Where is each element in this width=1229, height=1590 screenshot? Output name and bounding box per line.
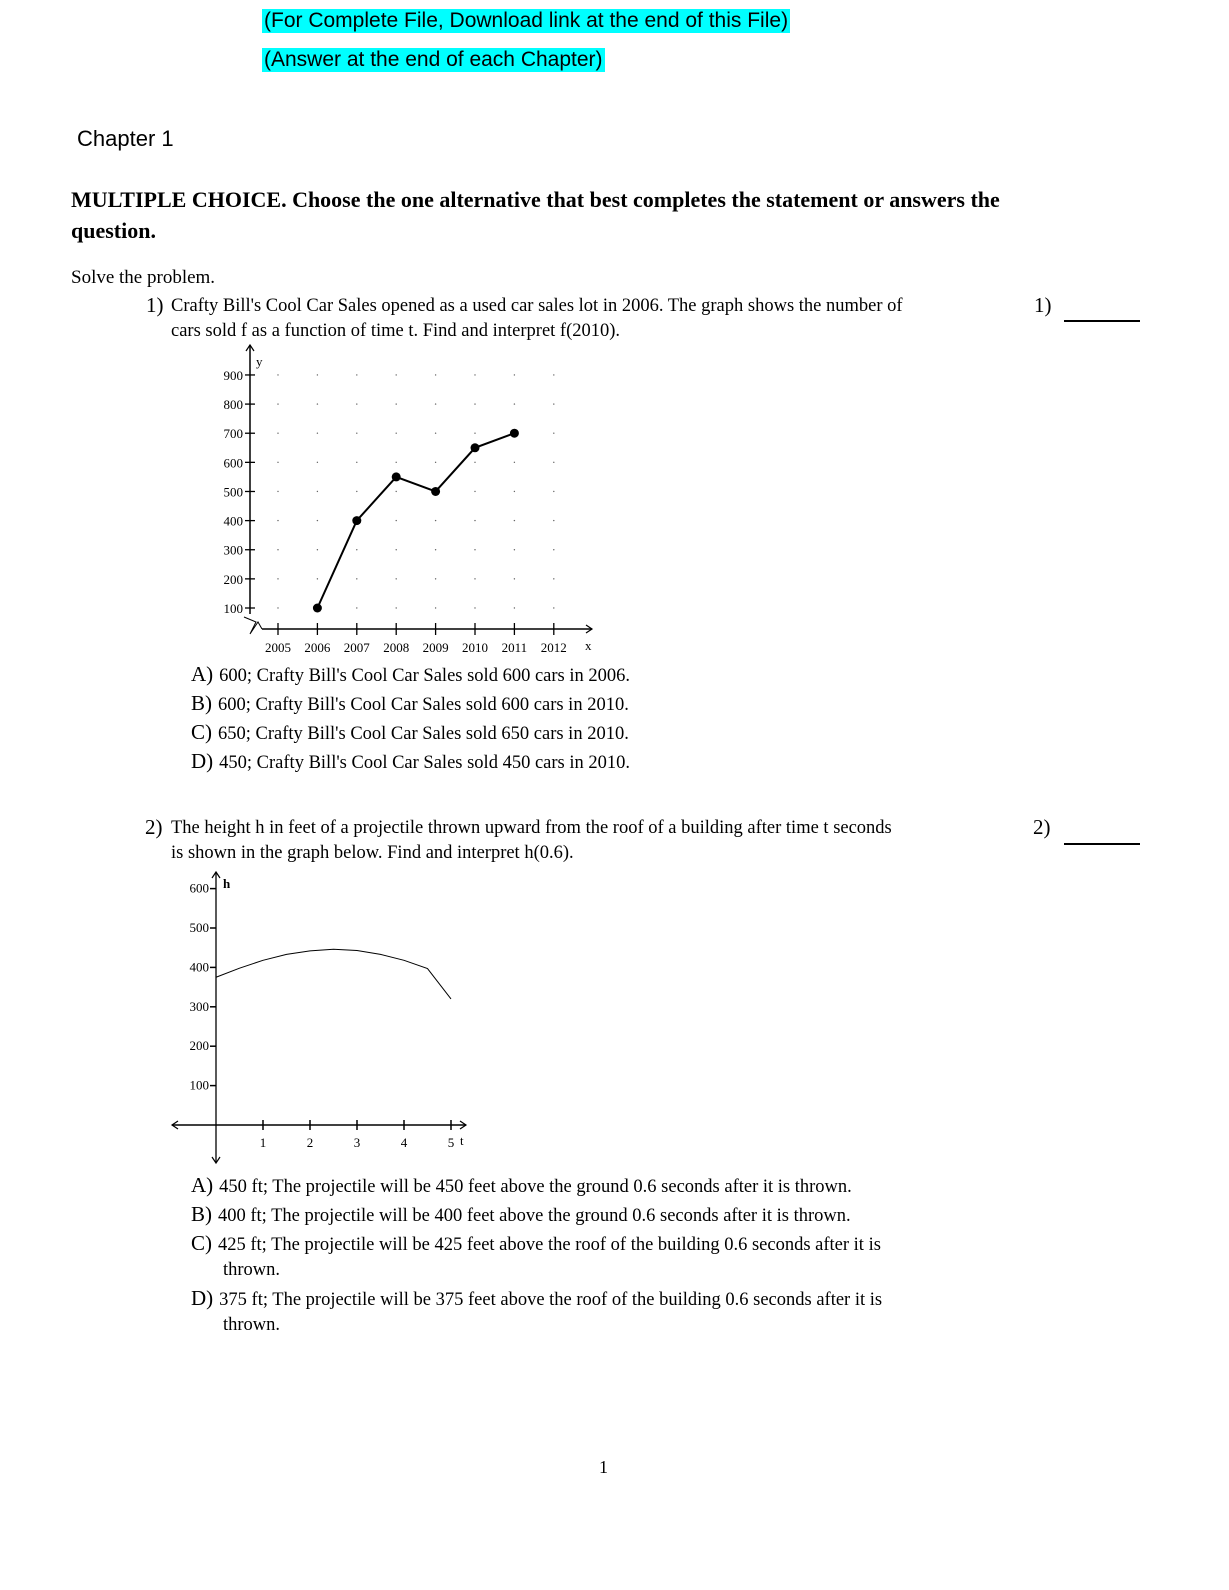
option-text-cont: thrown. — [223, 1260, 281, 1280]
grid-dot — [277, 374, 278, 375]
grid-dot — [317, 462, 318, 463]
option-text: 650; Crafty Bill's Cool Car Sales sold 650 cars in 2010. — [218, 724, 629, 744]
y-tick-label: 300 — [189, 998, 209, 1014]
grid-dot — [553, 403, 554, 404]
grid-dot — [435, 549, 436, 550]
y-tick-label: 100 — [189, 1077, 209, 1093]
grid-dot — [474, 462, 475, 463]
grid-dot — [514, 520, 515, 521]
option-letter: B) — [191, 691, 212, 715]
y-tick-label: 200 — [223, 571, 243, 587]
grid-dot — [435, 520, 436, 521]
grid-dot — [474, 403, 475, 404]
answer-label: 1) — [1034, 293, 1052, 317]
y-axis-label: y — [256, 354, 263, 369]
x-tick-label: 2005 — [265, 640, 291, 655]
grid-dot — [277, 520, 278, 521]
x-axis-label: x — [585, 638, 592, 653]
answer-label: 2) — [1033, 815, 1051, 839]
grid-dot — [277, 607, 278, 608]
x-tick-label: 2009 — [422, 640, 449, 655]
grid-dot — [396, 491, 397, 492]
grid-dot — [514, 462, 515, 463]
grid-dot — [553, 374, 554, 375]
data-point — [431, 487, 440, 496]
grid-dot — [396, 462, 397, 463]
t-axis-label: t — [460, 1133, 464, 1148]
grid-dot — [317, 520, 318, 521]
grid-dot — [514, 607, 515, 608]
grid-dot — [356, 433, 357, 434]
y-tick-label: 400 — [189, 959, 209, 975]
option-d — [191, 1286, 882, 1311]
question-text: The height h in feet of a projectile thrown upward from the roof of a building after time t seconds — [171, 818, 892, 838]
grid-dot — [553, 433, 554, 434]
grid-dot — [277, 578, 278, 579]
option-text: 450 ft; The projectile will be 450 feet above the ground 0.6 seconds after it is thrown. — [219, 1177, 852, 1197]
question-text: Crafty Bill's Cool Car Sales opened as a used car sales lot in 2006. The graph shows the number of — [171, 296, 903, 316]
grid-dot — [356, 462, 357, 463]
grid-dot — [514, 491, 515, 492]
grid-dot — [435, 403, 436, 404]
option-a — [191, 662, 630, 687]
grid-dot — [277, 403, 278, 404]
option-text-cont: thrown. — [223, 1315, 281, 1335]
question-text: cars sold f as a function of time t. Find and interpret f(2010). — [171, 321, 621, 341]
y-tick-label: 600 — [189, 880, 209, 896]
grid-dot — [317, 433, 318, 434]
grid-dot — [356, 491, 357, 492]
grid-dot — [553, 578, 554, 579]
grid-dot — [396, 403, 397, 404]
option-text: 450; Crafty Bill's Cool Car Sales sold 450 cars in 2010. — [219, 753, 630, 773]
option-text: 375 ft; The projectile will be 375 feet above the roof of the building 0.6 seconds after it is — [219, 1290, 883, 1310]
grid-dot — [277, 549, 278, 550]
x-tick-label: 4 — [400, 1135, 408, 1150]
grid-dot — [317, 403, 318, 404]
grid-dot — [396, 549, 397, 550]
option-letter: B) — [191, 1202, 212, 1226]
grid-dot — [435, 607, 436, 608]
x-tick-label: 3 — [353, 1135, 361, 1150]
chapter-title: Chapter 1 — [77, 126, 174, 151]
grid-dot — [514, 374, 515, 375]
grid-dot — [356, 549, 357, 550]
data-point — [471, 443, 480, 452]
grid-dot — [356, 607, 357, 608]
height-curve — [216, 949, 451, 999]
data-line — [317, 433, 514, 608]
grid-dot — [317, 549, 318, 550]
grid-dot — [474, 520, 475, 521]
y-tick-label: 800 — [223, 397, 243, 413]
option-text: 400 ft; The projectile will be 400 feet above the ground 0.6 seconds after it is thrown. — [218, 1206, 851, 1226]
grid-dot — [435, 374, 436, 375]
option-letter: C) — [191, 720, 212, 744]
option-letter: D) — [191, 1286, 214, 1310]
option-text: 600; Crafty Bill's Cool Car Sales sold 600 cars in 2006. — [219, 666, 630, 686]
question-number: 1) — [146, 293, 164, 317]
grid-dot — [514, 578, 515, 579]
option-letter: A) — [191, 662, 214, 686]
grid-dot — [553, 491, 554, 492]
grid-dot — [356, 578, 357, 579]
question-number: 2) — [145, 815, 163, 839]
y-tick-label: 400 — [223, 513, 243, 529]
y-tick-label: 200 — [189, 1038, 209, 1054]
grid-dot — [435, 462, 436, 463]
grid-dot — [553, 462, 554, 463]
grid-dot — [474, 578, 475, 579]
option-letter: C) — [191, 1231, 212, 1255]
y-tick-label: 600 — [223, 455, 243, 471]
x-tick-label: 5 — [447, 1135, 455, 1150]
y-tick-label: 900 — [223, 367, 243, 383]
grid-dot — [553, 549, 554, 550]
grid-dot — [435, 578, 436, 579]
x-tick-label: 2011 — [501, 640, 528, 655]
grid-dot — [474, 491, 475, 492]
grid-dot — [396, 433, 397, 434]
grid-dot — [474, 374, 475, 375]
option-b — [191, 1202, 851, 1227]
y-tick-label: 500 — [189, 920, 209, 935]
option-letter: A) — [191, 1173, 214, 1197]
grid-dot — [277, 433, 278, 434]
section-title-cont: question. — [71, 218, 156, 243]
y-tick-label: 500 — [223, 484, 243, 500]
grid-dot — [277, 491, 278, 492]
data-point — [392, 472, 401, 481]
x-tick-label: 2 — [306, 1135, 314, 1150]
x-tick-label: 2008 — [383, 640, 410, 655]
section-title: MULTIPLE CHOICE. Choose the one alternative that best completes the statement or answers the — [71, 187, 1000, 212]
x-tick-label: 1 — [259, 1135, 267, 1150]
grid-dot — [277, 462, 278, 463]
grid-dot — [553, 520, 554, 521]
y-tick-label: 700 — [223, 426, 243, 442]
grid-dot — [356, 374, 357, 375]
option-b — [191, 691, 629, 716]
x-tick-label: 2012 — [540, 640, 567, 655]
page-number: 1 — [599, 1457, 608, 1477]
option-letter: D) — [191, 749, 214, 773]
grid-dot — [474, 549, 475, 550]
grid-dot — [474, 607, 475, 608]
grid-dot — [396, 374, 397, 375]
y-tick-label: 300 — [223, 542, 243, 558]
x-tick-label: 2006 — [304, 640, 331, 655]
option-a — [191, 1173, 852, 1198]
option-text: 425 ft; The projectile will be 425 feet above the roof of the building 0.6 seconds after it is — [218, 1235, 881, 1255]
grid-dot — [514, 549, 515, 550]
grid-dot — [317, 491, 318, 492]
x-tick-label: 2010 — [462, 640, 488, 655]
axis-break-icon — [244, 617, 262, 634]
answer-notice: (Answer at the end of each Chapter) — [264, 48, 603, 71]
grid-dot — [396, 578, 397, 579]
x-tick-label: 2007 — [343, 640, 370, 655]
h-axis-label: h — [223, 876, 231, 891]
grid-dot — [514, 403, 515, 404]
question-text: is shown in the graph below. Find and interpret h(0.6). — [171, 843, 574, 863]
download-notice: (For Complete File, Download link at the end of this File) — [264, 9, 789, 32]
grid-dot — [356, 403, 357, 404]
option-c — [191, 720, 629, 745]
option-text: 600; Crafty Bill's Cool Car Sales sold 600 cars in 2010. — [218, 695, 629, 715]
subheading: Solve the problem. — [71, 267, 216, 288]
grid-dot — [474, 433, 475, 434]
data-point — [510, 429, 519, 438]
option-c — [191, 1231, 881, 1256]
grid-dot — [317, 578, 318, 579]
option-d — [191, 749, 630, 774]
grid-dot — [553, 607, 554, 608]
grid-dot — [435, 433, 436, 434]
answer-blank — [1064, 843, 1140, 845]
grid-dot — [396, 520, 397, 521]
data-point — [352, 516, 361, 525]
grid-dot — [317, 374, 318, 375]
grid-dot — [396, 607, 397, 608]
data-point — [313, 604, 322, 613]
y-tick-label: 100 — [223, 601, 243, 616]
